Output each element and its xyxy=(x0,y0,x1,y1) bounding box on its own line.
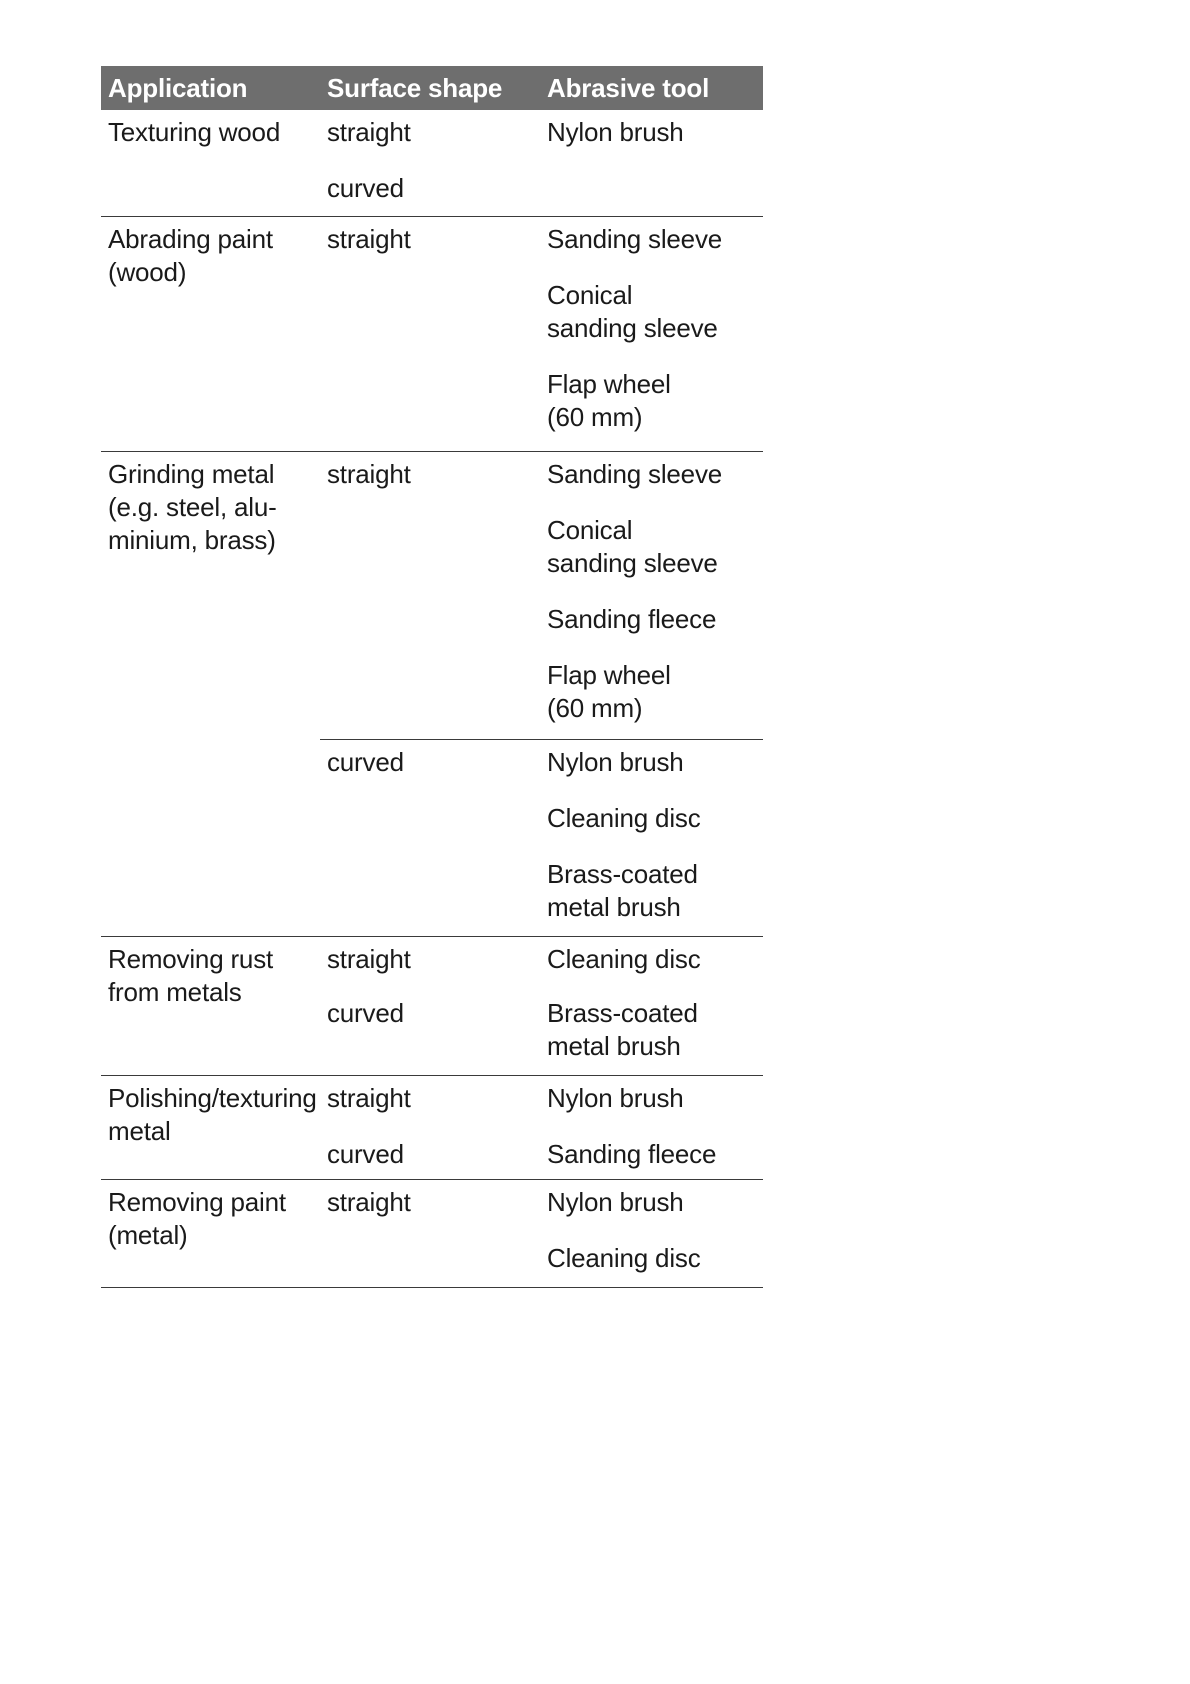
shape-group xyxy=(320,1076,763,1132)
table-header-row xyxy=(101,66,763,110)
tool-cell: Sanding fleece xyxy=(547,1139,717,1169)
shape-cell: straight xyxy=(327,1187,411,1217)
application-cell: Texturing wood xyxy=(108,117,281,147)
tool-cell: Nylon brush xyxy=(547,747,684,777)
application-cell: Grinding metal (e.g. steel, aluminium, brass) xyxy=(108,459,277,555)
tool-cell: Sanding sleeve xyxy=(547,459,722,489)
shape-group xyxy=(320,1180,763,1287)
tool-cell: Cleaning disc xyxy=(547,1243,701,1273)
shape-cell: straight xyxy=(327,944,411,974)
tool-cell: Conical sanding sleeve xyxy=(547,515,718,578)
tool-cell: Nylon brush xyxy=(547,1083,684,1113)
shape-group xyxy=(320,166,763,216)
shape-cell: curved xyxy=(327,998,404,1028)
shape-cell: curved xyxy=(327,1139,404,1169)
application-cell: Polishing/texturing metal xyxy=(108,1083,317,1146)
shape-group xyxy=(320,452,763,739)
tool-cell: Nylon brush xyxy=(547,117,684,147)
tool-cell: Sanding fleece xyxy=(547,604,717,634)
tool-cell: Flap wheel (60 mm) xyxy=(547,369,671,432)
shape-group xyxy=(320,937,763,991)
shape-group xyxy=(320,739,763,936)
header-abrasive-tool: Abrasive tool xyxy=(547,72,710,103)
abrasive-tool-table xyxy=(101,66,763,1288)
shape-cell: curved xyxy=(327,173,404,203)
application-cell: Removing rust from metals xyxy=(108,944,274,1007)
table-row xyxy=(101,1180,763,1288)
shape-group xyxy=(320,217,763,451)
shape-group xyxy=(320,110,763,166)
header-application: Application xyxy=(108,72,248,103)
shape-cell: straight xyxy=(327,459,411,489)
tool-cell: Flap wheel (60 mm) xyxy=(547,660,671,723)
shape-group xyxy=(320,991,763,1075)
tool-cell: Conical sanding sleeve xyxy=(547,280,718,343)
shape-cell: curved xyxy=(327,747,404,777)
tool-cell: Nylon brush xyxy=(547,1187,684,1217)
tool-cell: Sanding sleeve xyxy=(547,224,722,254)
table-row xyxy=(101,1076,763,1180)
application-cell: Removing paint (metal) xyxy=(108,1187,286,1250)
application-cell: Abrading paint (wood) xyxy=(108,224,273,287)
header-surface-shape: Surface shape xyxy=(327,72,503,103)
tool-cell: Brass-coated metal brush xyxy=(547,859,698,922)
shape-cell: straight xyxy=(327,117,411,147)
tool-cell: Cleaning disc xyxy=(547,944,701,974)
table-row xyxy=(101,937,763,1076)
table-row xyxy=(101,217,763,452)
tool-cell: Cleaning disc xyxy=(547,803,701,833)
tool-cell: Brass-coated metal brush xyxy=(547,998,698,1061)
table-row xyxy=(101,110,763,217)
shape-cell: straight xyxy=(327,224,411,254)
shape-group xyxy=(320,1132,763,1179)
table-row xyxy=(101,452,763,937)
shape-cell: straight xyxy=(327,1083,411,1113)
